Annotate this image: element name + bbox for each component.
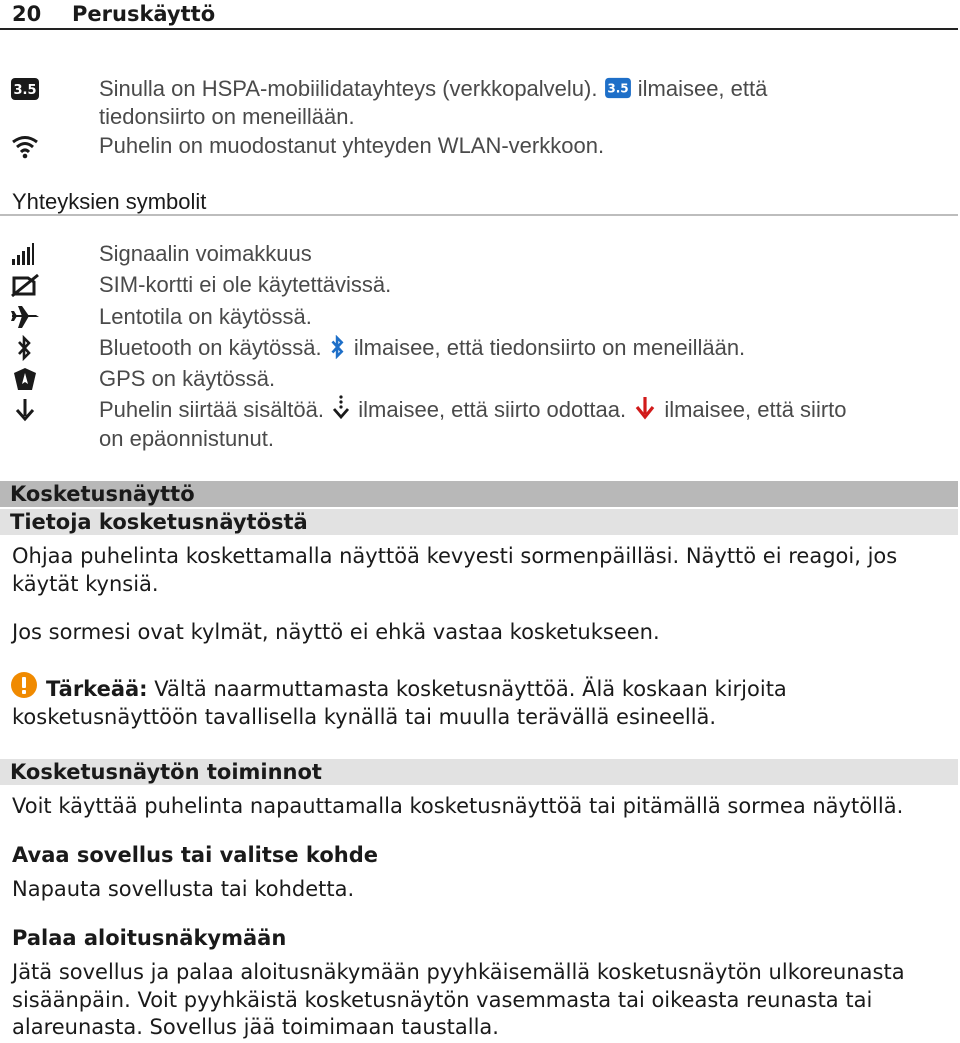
bluetooth-icon [10,335,40,361]
download-icon [10,397,40,423]
touch-paragraph-1-line-1: Ohjaa puhelinta koskettamalla näyttöä kevyesti sormenpäilläsi. Näyttö ei reagoi, jos [12,544,898,568]
download-description: Puhelin siirtää sisältöä. ilmaisee, että siirto odottaa. ilmaisee, että siirto [99,397,847,422]
svg-text:3.5: 3.5 [13,83,37,98]
important-label: Tärkeää: [46,677,148,701]
sim-unavailable-icon [10,272,40,298]
airplane-icon [10,304,40,330]
chapter-title: Peruskäyttö [72,2,216,26]
download-pending-icon [330,395,352,421]
section-title-touchscreen: Kosketusnäyttö [0,481,958,507]
hspa-active-icon [604,76,632,100]
bluetooth-description: Bluetooth on käytössä. ilmaisee, että tiedonsiirto on meneillään. [99,335,746,360]
download-description-cont: on epäonnistunut. [99,426,274,451]
heading-return-home: Palaa aloitusnäkymään [12,926,287,950]
open-app-text: Napauta sovellusta tai kohdetta. [12,877,355,901]
hspa-description: Sinulla on HSPA-mobiilidatayhteys (verkkopalvelu). 3.5 ilmaisee, että [99,76,768,101]
gps-description: GPS on käytössä. [99,366,276,391]
hspa-description-cont: tiedonsiirto on meneillään. [99,104,355,129]
connection-heading: Yhteyksien symbolit [12,189,207,214]
page-number: 20 [12,2,42,26]
touch-paragraph-2: Jos sormesi ovat kylmät, näyttö ei ehkä vastaa kosketukseen. [12,620,660,644]
functions-intro: Voit käyttää puhelinta napauttamalla kosketusnäyttöä tai pitämällä sormea näytöllä. [12,794,904,818]
airplane-description: Lentotila on käytössä. [99,304,312,329]
hspa-icon [10,76,40,102]
section-title-functions: Kosketusnäytön toiminnot [0,759,958,785]
return-home-line-2: sisäänpäin. Voit pyyhkäistä kosketusnäytön vasemmasta tai oikeasta reunasta tai [12,988,873,1012]
signal-description: Signaalin voimakkuus [99,241,312,266]
svg-text:3.5: 3.5 [606,81,629,96]
bluetooth-active-icon [328,335,348,359]
heading-open-app: Avaa sovellus tai valitse kohde [12,843,378,867]
sim-description: SIM-kortti ei ole käytettävissä. [99,272,392,297]
touch-paragraph-1-line-2: käytät kynsiä. [12,572,159,596]
important-note-line-1: Tärkeää: Vältä naarmuttamasta kosketusnäyttöä. Älä koskaan kirjoita [46,677,787,701]
subsection-title-about: Tietoja kosketusnäytöstä [0,509,958,535]
important-note-line-2: kosketusnäyttöön tavallisella kynällä tai muulla terävällä esineellä. [12,705,717,729]
gps-icon [10,366,40,392]
download-failed-icon [632,395,658,421]
wlan-icon [10,133,40,159]
signal-strength-icon [10,241,40,267]
return-home-line-1: Jätä sovellus ja palaa aloitusnäkymään pyyhkäisemällä kosketusnäytön ulkoreunasta [12,960,905,984]
page-header [0,0,958,30]
return-home-line-3: alareunasta. Sovellus jää toimimaan taustalla. [12,1015,499,1039]
warning-icon [10,671,38,699]
connection-heading-row [0,186,958,216]
wlan-description: Puhelin on muodostanut yhteyden WLAN-verkkoon. [99,133,605,158]
